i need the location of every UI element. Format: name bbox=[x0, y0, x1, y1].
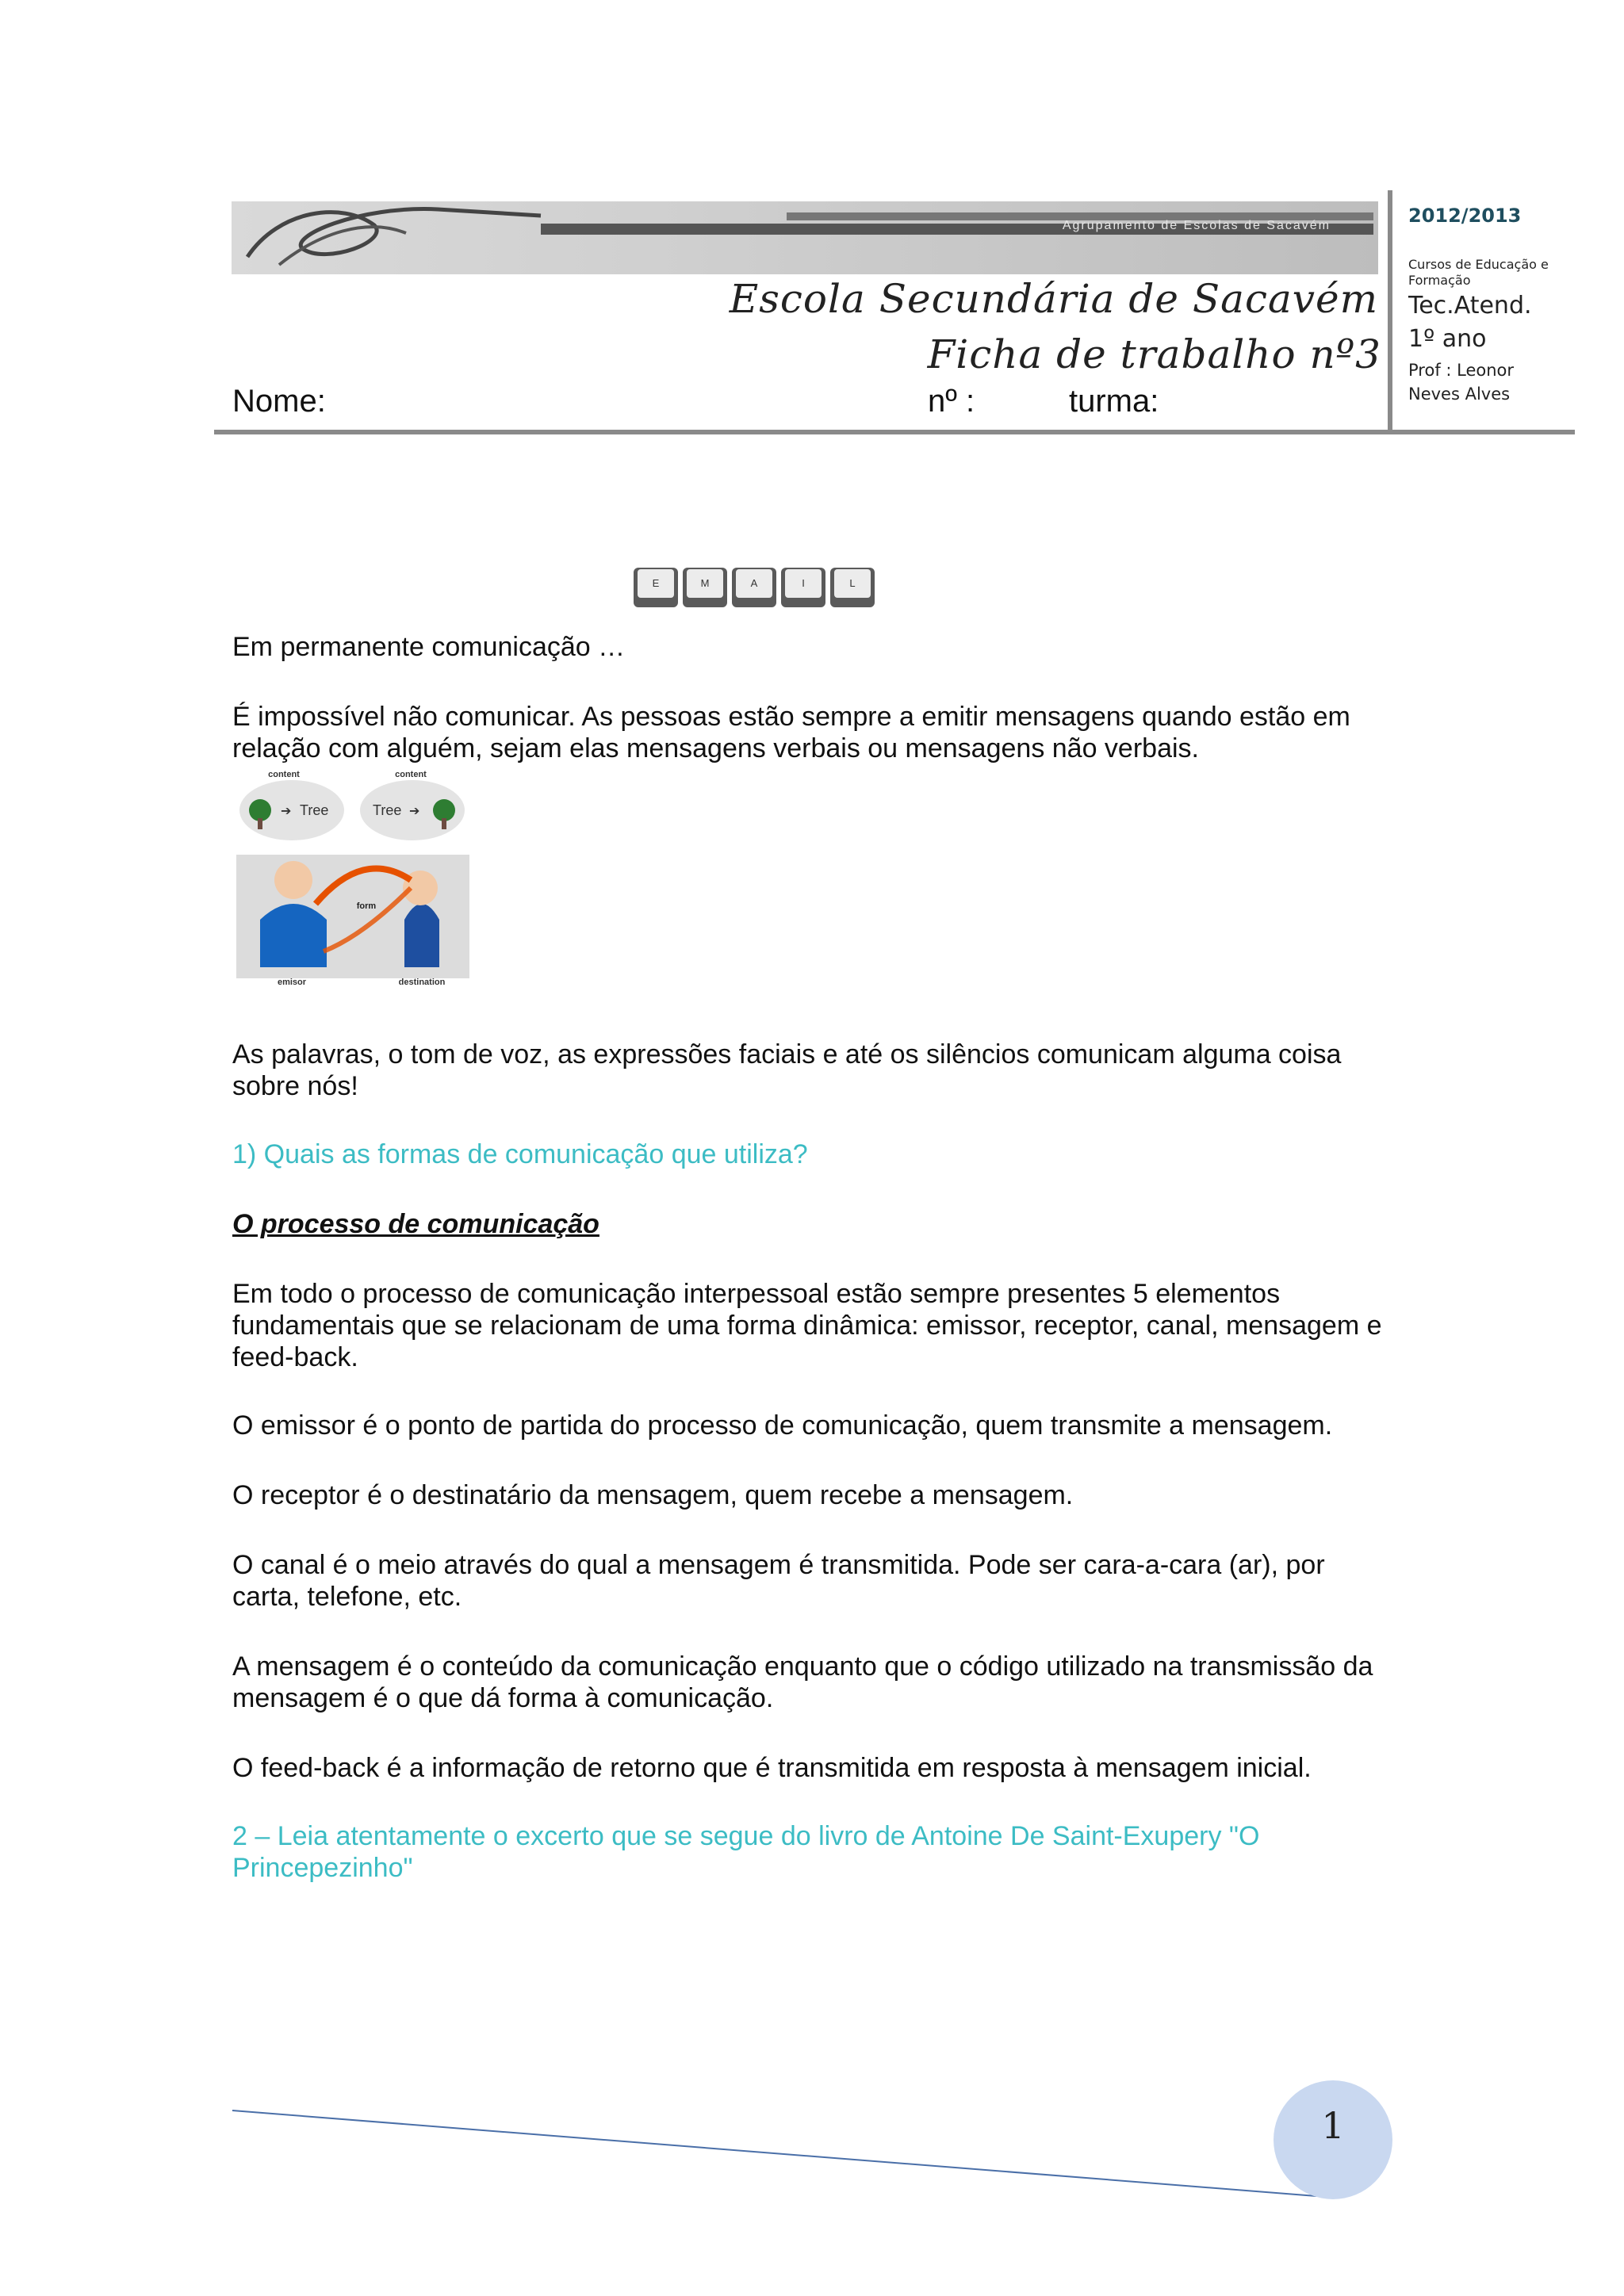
school-logo-banner bbox=[232, 201, 1378, 274]
communication-diagram bbox=[236, 769, 469, 988]
destination-figure bbox=[404, 904, 439, 967]
diagram-label: content bbox=[395, 770, 427, 779]
page-number: 1 bbox=[1321, 2104, 1345, 2147]
logo-swoosh-icon bbox=[232, 201, 549, 274]
bubble-text: Tree bbox=[300, 802, 329, 818]
svg-text:A: A bbox=[750, 577, 758, 589]
intro-text: Em permanente comunicação … bbox=[232, 632, 626, 662]
key-a bbox=[732, 568, 776, 607]
header-divider bbox=[1388, 190, 1392, 433]
class-label: turma: bbox=[1069, 384, 1159, 419]
tree-icon bbox=[433, 799, 455, 821]
diagram-label: destination bbox=[398, 978, 446, 987]
question-2: 2 – Leia atentamente o excerto que se segue do livro de Antoine De Saint-Exupery "O Princepezinho" bbox=[232, 1821, 1260, 1883]
question-1: 1) Quais as formas de comunicação que utiliza? bbox=[232, 1139, 808, 1169]
svg-text:I: I bbox=[802, 577, 805, 589]
paragraph: Em todo o processo de comunicação interpessoal estão sempre presentes 5 elementos fundamentais que se relacionam de uma forma dinâmica: emissor, receptor, canal, mensagem e feed-back. bbox=[232, 1279, 1382, 1372]
paragraph: A mensagem é o conteúdo da comunicação enquanto que o código utilizado na transmissão da mensagem é o que dá forma à comunicação. bbox=[232, 1651, 1373, 1713]
school-name: Escola Secundária de Sacavém bbox=[729, 276, 1378, 322]
paragraph: O emissor é o ponto de partida do processo de comunicação, quem transmite a mensagem. bbox=[232, 1410, 1333, 1441]
name-label: Nome: bbox=[232, 384, 326, 419]
email-keys-image bbox=[630, 564, 884, 612]
paragraph: É impossível não comunicar. As pessoas estão sempre a emitir mensagens quando estão em relação com alguém, sejam elas mensagens verbais ou mensagens não verbais. bbox=[232, 702, 1350, 763]
bubble-text: Tree bbox=[373, 802, 402, 818]
logo-caption: Agrupamento de Escolas de Sacavém bbox=[1062, 219, 1331, 232]
teacher-name: Prof : Leonor Neves Alves bbox=[1408, 361, 1515, 404]
header-rule bbox=[214, 430, 1575, 434]
svg-text:M: M bbox=[700, 577, 710, 589]
diagram-label: form bbox=[356, 901, 377, 911]
svg-text:E: E bbox=[652, 577, 660, 589]
diagram-label: content bbox=[268, 770, 300, 779]
course-name: Tec.Atend. bbox=[1408, 292, 1532, 320]
grade-level: 1º ano bbox=[1408, 325, 1487, 353]
paragraph: O feed-back é a informação de retorno que é transmitida em resposta à mensagem inicial. bbox=[232, 1753, 1312, 1783]
person-head-icon bbox=[274, 861, 312, 899]
paragraph: As palavras, o tom de voz, as expressões faciais e até os silêncios comunicam alguma coisa sobre nós! bbox=[232, 1039, 1342, 1101]
key-e bbox=[634, 568, 678, 607]
school-year: 2012/2013 bbox=[1408, 205, 1522, 227]
number-label: nº : bbox=[928, 384, 975, 419]
key-l bbox=[830, 568, 875, 607]
tree-icon bbox=[249, 799, 271, 821]
paragraph: O receptor é o destinatário da mensagem, quem recebe a mensagem. bbox=[232, 1480, 1074, 1510]
worksheet-title: Ficha de trabalho nº3 bbox=[927, 331, 1381, 377]
svg-text:L: L bbox=[849, 577, 856, 589]
svg-text:➔: ➔ bbox=[409, 805, 420, 818]
diagram-label: emisor bbox=[277, 978, 307, 987]
key-m bbox=[683, 568, 727, 607]
svg-text:➔: ➔ bbox=[281, 805, 292, 818]
key-i bbox=[781, 568, 825, 607]
emisor-figure bbox=[260, 904, 327, 967]
paragraph: O canal é o meio através do qual a mensagem é transmitida. Pode ser cara-a-cara (ar), por carta, telefone, etc. bbox=[232, 1550, 1325, 1612]
course-type: Cursos de Educação e Formação bbox=[1408, 257, 1549, 288]
section-heading: O processo de comunicação bbox=[232, 1209, 599, 1239]
